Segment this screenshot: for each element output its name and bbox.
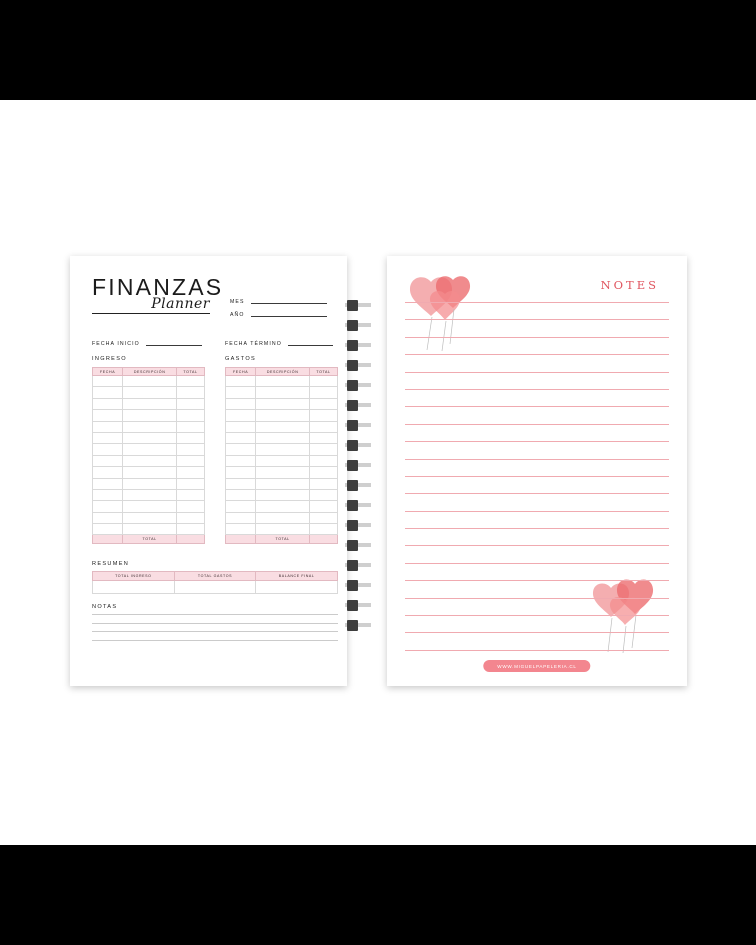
ingreso-col-total: TOTAL <box>176 368 204 376</box>
ingreso-cell[interactable] <box>176 478 204 489</box>
coil-knob-left <box>347 600 358 611</box>
notes-line[interactable] <box>405 354 669 355</box>
ingreso-cell[interactable] <box>176 455 204 466</box>
table-row[interactable] <box>226 489 338 500</box>
gastos-cell[interactable] <box>309 524 337 535</box>
ingreso-cell[interactable] <box>123 421 177 432</box>
ingreso-total-row[interactable] <box>93 535 205 544</box>
gastos-total-row[interactable] <box>226 535 338 544</box>
coil-knob-left <box>347 580 358 591</box>
gastos-cell[interactable] <box>226 512 256 523</box>
field-ano[interactable] <box>230 312 330 318</box>
ingreso-cell[interactable] <box>123 387 177 398</box>
table-row[interactable] <box>93 376 205 387</box>
ingreso-cell[interactable] <box>123 524 177 535</box>
field-mes-line[interactable] <box>251 303 327 304</box>
field-fecha-termino[interactable] <box>225 341 333 347</box>
gastos-cell[interactable] <box>226 524 256 535</box>
table-row[interactable] <box>93 524 205 535</box>
ingreso-cell[interactable] <box>93 478 123 489</box>
field-fecha-termino-label: FECHA TÉRMINO <box>225 341 282 347</box>
gastos-cell[interactable] <box>226 410 256 421</box>
coil-knob-left <box>347 480 358 491</box>
table-row[interactable] <box>226 432 338 443</box>
gastos-col-fecha: FECHA <box>226 368 256 376</box>
coil-knob-left <box>347 380 358 391</box>
ingreso-total-spacer <box>93 535 123 544</box>
ingreso-cell[interactable] <box>93 501 123 512</box>
gastos-header-row <box>226 368 338 376</box>
resumen-total-ingreso-value[interactable] <box>93 580 175 593</box>
notes-line[interactable] <box>405 476 669 477</box>
gastos-cell[interactable] <box>309 410 337 421</box>
gastos-cell[interactable] <box>256 410 310 421</box>
notes-line[interactable] <box>405 615 669 616</box>
table-row[interactable] <box>93 512 205 523</box>
notes-line[interactable] <box>405 302 669 303</box>
ingreso-cell[interactable] <box>123 478 177 489</box>
resumen-col-total-gastos: TOTAL GASTOS <box>174 572 256 581</box>
gastos-section <box>225 356 338 544</box>
gastos-cell[interactable] <box>226 432 256 443</box>
resumen-balance-final-value[interactable] <box>256 580 338 593</box>
table-row[interactable] <box>93 489 205 500</box>
gastos-cell[interactable] <box>256 501 310 512</box>
ingreso-cell[interactable] <box>176 489 204 500</box>
gastos-cell[interactable] <box>256 467 310 478</box>
coil-knob-left <box>347 560 358 571</box>
gastos-cell[interactable] <box>256 376 310 387</box>
gastos-cell[interactable] <box>226 421 256 432</box>
ingreso-col-fecha: FECHA <box>93 368 123 376</box>
table-row[interactable] <box>226 444 338 455</box>
ingreso-cell[interactable] <box>123 512 177 523</box>
table-row[interactable] <box>226 501 338 512</box>
ingreso-cell[interactable] <box>93 421 123 432</box>
notas-line[interactable] <box>92 614 338 615</box>
notes-line[interactable] <box>405 545 669 546</box>
gastos-cell[interactable] <box>309 489 337 500</box>
notes-line[interactable] <box>405 493 669 494</box>
gastos-cell[interactable] <box>256 432 310 443</box>
coil-knob-left <box>347 300 358 311</box>
ingreso-table[interactable] <box>92 367 205 544</box>
gastos-cell[interactable] <box>226 467 256 478</box>
page-title: FINANZAS <box>92 274 224 300</box>
table-row[interactable] <box>226 387 338 398</box>
ingreso-cell[interactable] <box>93 489 123 500</box>
planner-right-page <box>387 256 687 686</box>
notes-ruled-lines[interactable] <box>405 302 669 667</box>
coil-knob-left <box>347 620 358 631</box>
gastos-cell[interactable] <box>226 444 256 455</box>
gastos-cell[interactable] <box>256 387 310 398</box>
gastos-total-spacer <box>226 535 256 544</box>
ingreso-cell[interactable] <box>176 512 204 523</box>
ingreso-cell[interactable] <box>93 444 123 455</box>
notes-line[interactable] <box>405 441 669 442</box>
ingreso-cell[interactable] <box>93 467 123 478</box>
table-row[interactable] <box>93 398 205 409</box>
notes-line[interactable] <box>405 424 669 425</box>
ingreso-cell[interactable] <box>123 410 177 421</box>
resumen-total-gastos-value[interactable] <box>174 580 256 593</box>
table-row[interactable] <box>226 467 338 478</box>
gastos-total-value[interactable] <box>309 535 337 544</box>
gastos-cell[interactable] <box>309 501 337 512</box>
ingreso-cell[interactable] <box>176 467 204 478</box>
resumen-col-total-ingreso: TOTAL INGRESO <box>93 572 175 581</box>
notes-line[interactable] <box>405 528 669 529</box>
ingreso-section <box>92 356 205 544</box>
ingreso-cell[interactable] <box>123 501 177 512</box>
gastos-cell[interactable] <box>256 512 310 523</box>
field-mes[interactable] <box>230 299 330 305</box>
table-row[interactable] <box>93 455 205 466</box>
coil-knob-left <box>347 540 358 551</box>
notes-line[interactable] <box>405 580 669 581</box>
field-mes-label: MES <box>230 299 245 305</box>
table-row[interactable] <box>226 410 338 421</box>
table-row[interactable] <box>93 432 205 443</box>
table-row[interactable] <box>93 444 205 455</box>
gastos-cell[interactable] <box>256 478 310 489</box>
website-footer-badge[interactable]: WWW.MIGUELPAPELERIA.CL <box>483 660 590 672</box>
notes-line[interactable] <box>405 598 669 599</box>
notes-line[interactable] <box>405 511 669 512</box>
notes-line[interactable] <box>405 406 669 407</box>
ingreso-cell[interactable] <box>176 501 204 512</box>
field-fecha-termino-line[interactable] <box>288 345 333 346</box>
coil-knob-left <box>347 420 358 431</box>
resumen-label: RESUMEN <box>92 561 130 567</box>
gastos-cell[interactable] <box>309 455 337 466</box>
ingreso-total-value[interactable] <box>176 535 204 544</box>
ingreso-cell[interactable] <box>93 524 123 535</box>
table-row[interactable] <box>226 398 338 409</box>
notes-line[interactable] <box>405 319 669 320</box>
notas-line[interactable] <box>92 623 338 624</box>
ingreso-cell[interactable] <box>93 432 123 443</box>
gastos-cell[interactable] <box>256 489 310 500</box>
gastos-cell[interactable] <box>309 512 337 523</box>
gastos-cell[interactable] <box>309 478 337 489</box>
table-row[interactable] <box>226 421 338 432</box>
ingreso-cell[interactable] <box>93 387 123 398</box>
ingreso-cell[interactable] <box>93 455 123 466</box>
resumen-value-row[interactable] <box>93 580 338 593</box>
table-row[interactable] <box>226 376 338 387</box>
planner-left-page <box>70 256 347 686</box>
gastos-cell[interactable] <box>226 489 256 500</box>
ingreso-cell[interactable] <box>93 512 123 523</box>
field-ano-line[interactable] <box>251 316 327 317</box>
gastos-total-label: TOTAL <box>256 535 310 544</box>
ingreso-cell[interactable] <box>123 444 177 455</box>
table-row[interactable] <box>93 501 205 512</box>
ingreso-cell[interactable] <box>93 376 123 387</box>
table-row[interactable] <box>93 387 205 398</box>
ingreso-cell[interactable] <box>176 432 204 443</box>
gastos-cell[interactable] <box>226 376 256 387</box>
gastos-cell[interactable] <box>309 444 337 455</box>
gastos-cell[interactable] <box>256 455 310 466</box>
gastos-cell[interactable] <box>226 398 256 409</box>
field-fecha-inicio-line[interactable] <box>146 345 202 346</box>
ingreso-cell[interactable] <box>123 432 177 443</box>
notas-label: NOTAS <box>92 604 118 610</box>
ingreso-cell[interactable] <box>176 421 204 432</box>
table-row[interactable] <box>226 524 338 535</box>
gastos-cell[interactable] <box>256 524 310 535</box>
coil-knob-left <box>347 460 358 471</box>
gastos-col-descripcion: DESCRIPCIÓN <box>256 368 310 376</box>
notes-line[interactable] <box>405 632 669 633</box>
gastos-cell[interactable] <box>256 444 310 455</box>
ingreso-cell[interactable] <box>176 410 204 421</box>
gastos-cell[interactable] <box>226 478 256 489</box>
coil-knob-left <box>347 520 358 531</box>
coil-knob-left <box>347 500 358 511</box>
notas-line[interactable] <box>92 631 338 632</box>
notes-line[interactable] <box>405 563 669 564</box>
field-ano-label: AÑO <box>230 312 245 318</box>
table-row[interactable] <box>226 512 338 523</box>
coil-knob-left <box>347 360 358 371</box>
table-row[interactable] <box>93 467 205 478</box>
ingreso-cell[interactable] <box>176 398 204 409</box>
ingreso-cell[interactable] <box>176 387 204 398</box>
coil-knob-left <box>347 320 358 331</box>
gastos-cell[interactable] <box>309 467 337 478</box>
field-fecha-inicio-label: FECHA INICIO <box>92 341 140 347</box>
coil-knob-left <box>347 340 358 351</box>
coil-knob-left <box>347 400 358 411</box>
table-row[interactable] <box>226 455 338 466</box>
table-row[interactable] <box>93 478 205 489</box>
gastos-label: GASTOS <box>225 356 257 362</box>
ingreso-cell[interactable] <box>93 410 123 421</box>
notes-line[interactable] <box>405 389 669 390</box>
notes-line[interactable] <box>405 337 669 338</box>
ingreso-cell[interactable] <box>176 524 204 535</box>
ingreso-cell[interactable] <box>176 444 204 455</box>
gastos-cell[interactable] <box>309 432 337 443</box>
resumen-section <box>92 561 338 594</box>
table-row[interactable] <box>93 421 205 432</box>
gastos-cell[interactable] <box>226 387 256 398</box>
ingreso-cell[interactable] <box>123 455 177 466</box>
gastos-table[interactable] <box>225 367 338 544</box>
resumen-col-balance-final: BALANCE FINAL <box>256 572 338 581</box>
page-subtitle: Planner <box>151 296 210 312</box>
notes-line[interactable] <box>405 650 669 651</box>
ingreso-header-row <box>93 368 205 376</box>
gastos-cell[interactable] <box>226 455 256 466</box>
title-underline <box>92 313 210 314</box>
ingreso-cell[interactable] <box>123 467 177 478</box>
notas-lines[interactable] <box>92 614 338 641</box>
gastos-cell[interactable] <box>256 398 310 409</box>
resumen-header-row <box>93 572 338 581</box>
resumen-table[interactable] <box>92 571 338 594</box>
ingreso-cell[interactable] <box>93 398 123 409</box>
notes-line[interactable] <box>405 372 669 373</box>
ingreso-cell[interactable] <box>123 376 177 387</box>
field-fecha-inicio[interactable] <box>92 341 202 347</box>
gastos-cell[interactable] <box>309 398 337 409</box>
gastos-cell[interactable] <box>256 421 310 432</box>
gastos-cell[interactable] <box>309 376 337 387</box>
notas-section <box>92 604 338 648</box>
planner-title-block <box>92 274 224 314</box>
ingreso-cell[interactable] <box>176 376 204 387</box>
ingreso-label: INGRESO <box>92 356 127 362</box>
gastos-cell[interactable] <box>226 501 256 512</box>
gastos-col-total: TOTAL <box>309 368 337 376</box>
ingreso-col-descripcion: DESCRIPCIÓN <box>123 368 177 376</box>
notes-title: NOTES <box>600 278 659 292</box>
ingreso-cell[interactable] <box>123 489 177 500</box>
coil-knob-left <box>347 440 358 451</box>
gastos-cell[interactable] <box>309 421 337 432</box>
notas-line[interactable] <box>92 640 338 641</box>
gastos-cell[interactable] <box>309 387 337 398</box>
notes-line[interactable] <box>405 459 669 460</box>
ingreso-total-label: TOTAL <box>123 535 177 544</box>
ingreso-cell[interactable] <box>123 398 177 409</box>
table-row[interactable] <box>93 410 205 421</box>
table-row[interactable] <box>226 478 338 489</box>
